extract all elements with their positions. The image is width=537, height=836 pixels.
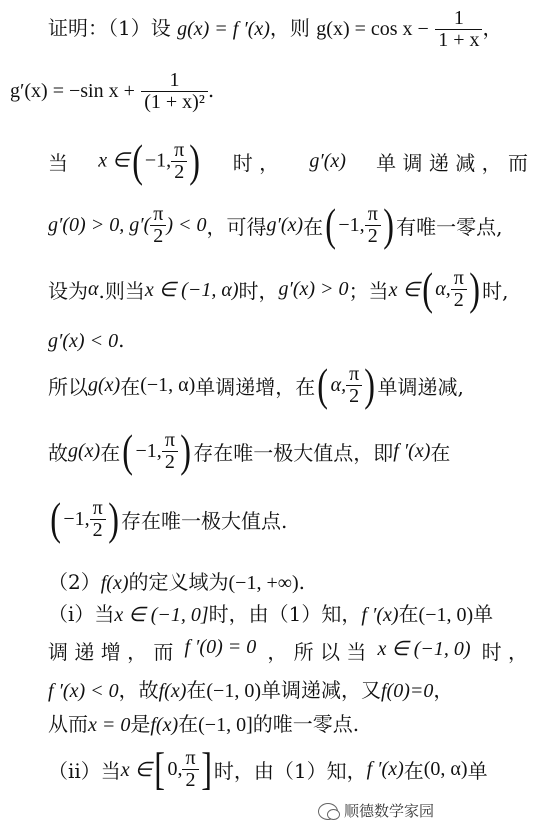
proof-line-8: 故 g(x) 在 ( −1, $\frac{\pi}{2}$ ) 存在唯一极大值点，即 f ′(x) 在 [48,425,451,476]
proof-line-3: 当 x ∈( −1, $\frac{\pi}{2}$ ) 时 ， g′(x) 单 调 递 减 ， 而 [48,135,528,186]
fraction: $\frac{1}{1 + x}$ [435,8,482,51]
proof-line-11: （i）当x ∈ (−1, 0]时，由（1）知，f ′(x)在(−1, 0)单 [48,602,494,626]
wechat-icon [318,803,338,820]
proof-line-7: 所以 g(x) 在 (−1, α) 单调递增，在 ( α, $\frac{\pi}{2}$ ) 单调递减, [48,359,464,410]
proof-line-12: 调 递 增 ， 而 f ′(0) = 0 ， 所 以 当 x ∈ (−1, 0) 时 ， [48,636,528,664]
fraction: $\frac{1}{\text{(1 + x)²}}$ [141,70,208,113]
proof-line-9: ( −1, $\frac{\pi}{2}$ ) 存在唯一极大值点. [50,493,288,544]
proof-line-6: g′(x) < 0. [48,328,125,352]
g-definition: g(x) = cos x − [316,18,429,40]
proof-line-10: （2）f(x)的定义域为(−1, +∞). [48,570,305,594]
watermark-text: 顺德数学家园 [344,802,435,820]
proof-line-13: f ′(x) < 0，故f(x)在(−1, 0)单调递减，又f(0)=0， [48,678,454,702]
proof-line-5: 设为 α .则当 x ∈ (−1, α) 时， g′(x) > 0 ；当 x ∈ ( α, $\frac{\pi}{2}$ ) 时, [48,263,509,314]
proof-line-1: 证明：（1）设 g(x) = f ′(x)，则 g(x) = cos x − $\frac{1}{1 + x}$ ， [48,7,503,51]
proof-line-14: 从而x = 0是f(x)在(−1, 0]的唯一零点. [48,712,360,736]
proof-line-2: g′(x) = −sin x + $\frac{1}{\text{(1 + x)²}}$ . [10,69,215,113]
proof-line-4: g′(0) > 0, g′( $\frac{\pi}{2}$ ) < 0 ，可得 g′(x) 在 ( −1, $\frac{\pi}{2}$ ) 有唯一零点, [48,199,503,250]
watermark [318,800,434,821]
proof-line-15: （ii）当 x ∈ [ 0, $\frac{\pi}{2}$ ] 时，由（1）知， f ′(x) 在 (0, α) 单 [48,743,488,794]
